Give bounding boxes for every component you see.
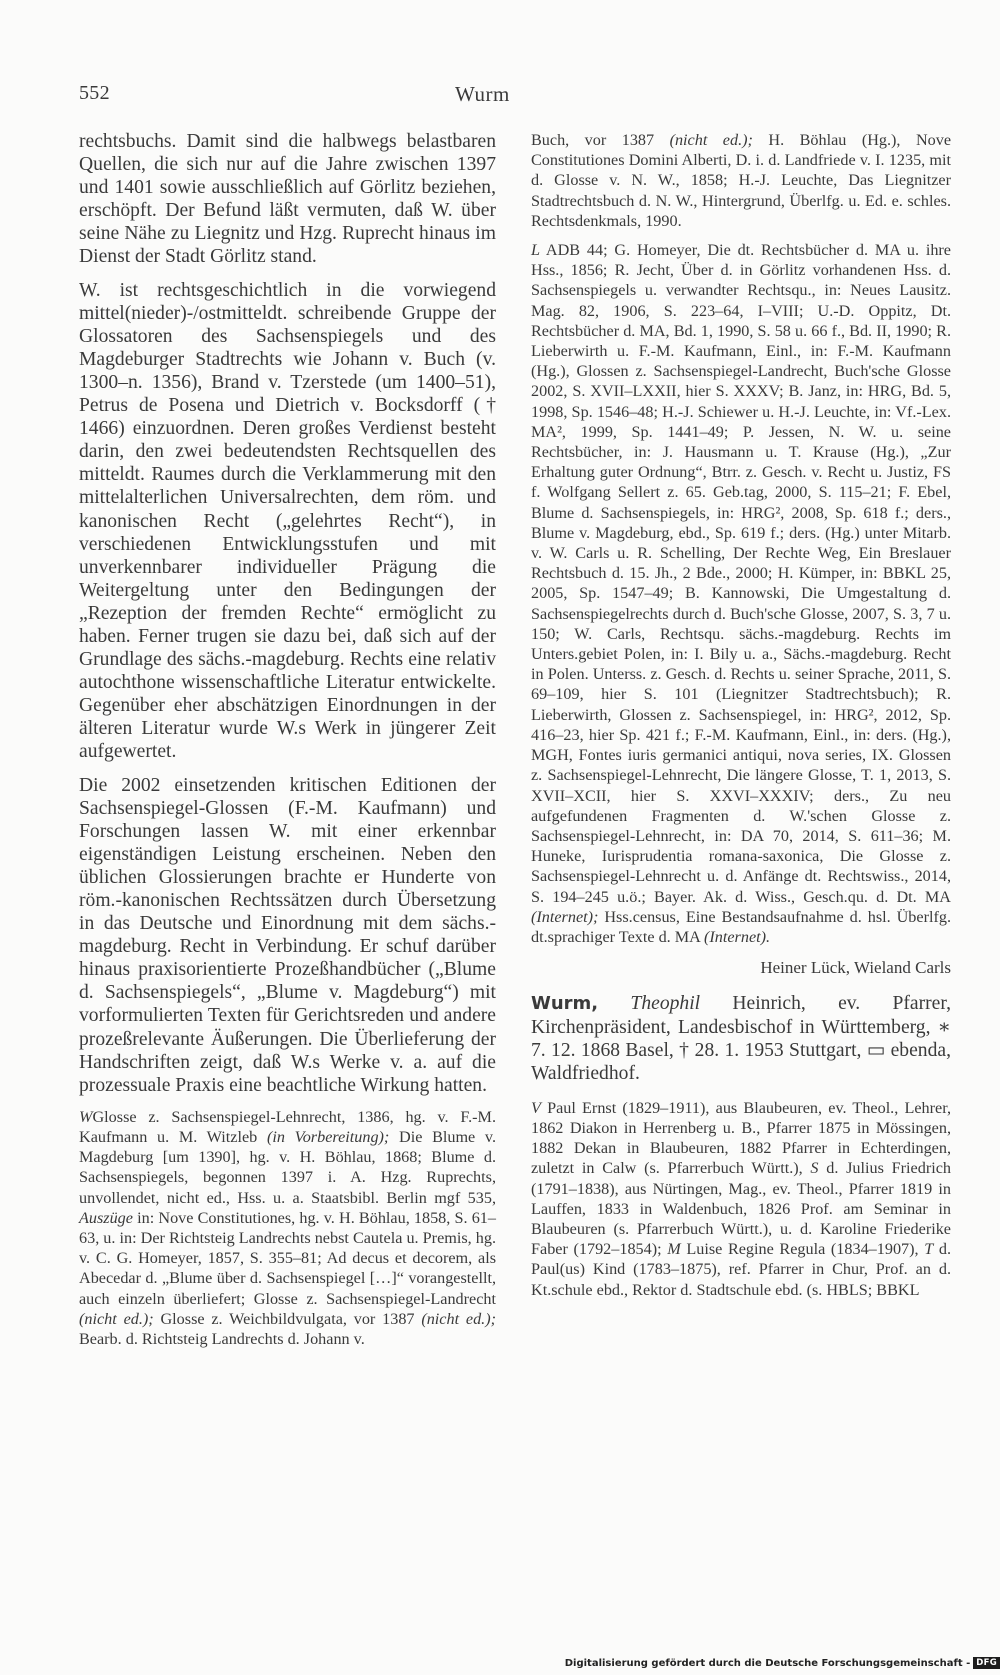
footer-credit-text: Digitalisierung gefördert durch die Deutsche Forschungsgemeinschaft - <box>564 1657 971 1669</box>
entry-given-name: Theophil <box>630 993 701 1015</box>
works-text: (nicht ed.); <box>79 1309 154 1328</box>
genealogy-text: d. Paul(us) Kind (1783–1875), ref. Pfarrer in Chur, Prof. an d. Kt.schule ebd., Rektor d. Stadtschule ebd. (s. HBLS; BBKL <box>531 1240 952 1299</box>
section-label: M <box>667 1240 681 1259</box>
section-label: S <box>810 1159 819 1178</box>
works-text: Bearb. d. Richtsteig Landrechts d. Johann v. <box>79 1330 365 1349</box>
dfg-logo: DFG <box>973 1657 1000 1669</box>
works-text: Die Blume v. Magdeburg [um 1390], hg. v. H. Böhlau, 1868; Blume d. Sachsenspiegels, begonnen 1397 i. A. Hzg. Ruprechts, unvollendet, nicht ed., Hss. u. a. Staatsbibl. Berlin mgf 535, <box>79 1128 497 1207</box>
running-head: Wurm <box>455 82 510 106</box>
literature-text: Hss.census, Eine Bestandsaufnahme d. hsl. Überlfg. dt.sprachiger Texte d. MA <box>531 907 951 946</box>
section-label: L <box>531 241 541 260</box>
genealogy-text: Luise Regine Regula (1834–1907), <box>680 1240 925 1259</box>
works-section <box>79 1107 496 1349</box>
works-continuation <box>531 130 951 231</box>
section-label: T <box>924 1240 934 1259</box>
section-label: V <box>531 1098 541 1117</box>
footer-credit <box>565 1657 1000 1669</box>
works-text: in: Nove Constitutiones, hg. v. H. Böhlau, 1858, S. 61–63, u. in: Der Richtsteig Landrechts nebst Cautela u. Premis, hg. v. C. G. Homeyer, 1857, S. 355–81; Ad decus et decorem, als Abecedar d. „Blume über d. Sachsenspiegel […]“ vorangestellt, auch einzeln überliefert; Glosse z. Sachsenspiegel-Landrecht <box>79 1208 496 1308</box>
genealogy-text: d. Julius Friedrich (1791–1838), aus Nürtingen, Mag., ev. Theol., Pfarrer 1819 in Lauffen, 1833 in Waldenbuch, 1826 Prof. am Seminar in Blaubeuren (s. Pfarrerbuch Württ.), u. d. Karoline Friederike Faber (1792–1854); <box>531 1159 951 1259</box>
works-text: Buch, vor 1387 <box>531 131 670 149</box>
genealogy-text: Paul Ernst (1829–1911), aus Blaubeuren, ev. Theol., Lehrer, 1862 Diakon in Herrenberg u. B., Pfarrer 1875 in Mössingen, 1882 Dekan in Blaubeuren, 1882 Pfarrer in Echterdingen, zuletzt in Calw (s. Pfarrerbuch Württ.), <box>531 1098 951 1178</box>
works-text: (in Vorbereitung); <box>266 1128 390 1147</box>
works-text: Glosse z. Sachsenspiegel-Lehnrecht, 1386, hg. v. F.-M. Kaufmann u. M. Witzleb <box>79 1107 496 1147</box>
literature-text: (Internet); <box>531 907 599 926</box>
literature-text: ADB 44; G. Homeyer, Die dt. Rechtsbücher d. MA u. ihre Hss., 1856; R. Jecht, Über d. in Görlitz vorhandenen Hss. d. Sachsenspiegels u. verwandter Rechtsqu., in: Neues Lausitz. Mag. 82, 1906, S. 223–64, I–VIII; U.-D. Oppitz, Dt. Rechtsbücher d. MA, Bd. 1, 1990, S. 58 u. 66 f., Bd. II, 1990; R. Lieberwirth u. F.-M. Kaufmann, Einl., in: F.-M. Kaufmann (Hg.), Glossen z. Sachsenspiegel-Landrecht, Buch'sche Glosse 2002, S. XVII–LXXII, hier S. XXXV; B. Janz, in: HRG, Bd. 5, 1998, Sp. 1546–48; H.-J. Schiewer u. H.-J. Leuchte, in: Vf.-Lex. MA², 1999, Sp. 1441–49; P. Jessen, N. W. u. seine Rechtsbücher, in: J. Hausmann u. T. Krause (Hg.), „Zur Erhaltung guter Ordnung“, Btrr. z. Gesch. v. Recht u. Justiz, FS f. Wolfgang Sellert z. 65. Geb.tag, 2000, S. 115–21; F. Ebel, Blume d. Sachsenspiegels, in: HRG², 2008, Sp. 618 f.; ders., Blume v. Magdeburg, ebd., Sp. 619 f.; ders. (Hg.) unter Mitarb. v. W. Carls u. R. Schelling, Der Rechte Weg, Ein Breslauer Rechtsbuch d. 15. Jh., 2 Bde., 2000; H. Kümper, in: BBKL 25, 2005, Sp. 1547–49; B. Kannowski, Die Umgestaltung d. Sachsenspiegelrechts durch d. Buch'sche Glosse, 2007, S. 3, 7 u. 150; W. Carls, Rechtsqu. sächs.-magdeburg. Rechts im Unters.gebiet Polen, in: I. Bily u. a., Sächs.-magdeburg. Recht in Polen. Unterss. z. Gesch. d. Rechts u. seiner Sprache, 2011, S. 69–109, hier S. 101 (Liegnitzer Stadtrechtsbuch); R. Lieberwirth, Glossen z. Sachsenspiegel, in: HRG², 2012, Sp. 416–23, hier Sp. 421 f.; F.-M. Kaufmann, Einl., in: ders. (Hg.), MGH, Fontes iuris germanici antiqui, nova series, IX. Glossen z. Sachsenspiegel-Lehnrecht, Die längere Glosse, T. 1, 2013, S. XVII–XCII, hier S. XXVI–XXXIV; ders., Zu neu aufgefundenen Fragmenten d. W.'schen Glosse z. Sachsenspiegel-Lehnrecht, in: DA 70, 2014, S. 611–36; M. Huneke, Iurisprudentia romana-saxonica, Die Glosse z. Sachsenspiegel-Lehnrecht u. d. Anfänge dt. Rechtswiss., 2014, S. 194–245 u.ö.; Bayer. Ak. d. Wiss., Gesch.qu. d. Dt. MA <box>531 241 951 906</box>
author-signature: Heiner Lück, Wieland Carls <box>760 958 951 978</box>
works-text: Auszüge <box>79 1208 133 1227</box>
works-text: (nicht ed.); <box>421 1309 497 1328</box>
literature-section <box>531 240 951 947</box>
genealogy-section <box>531 1098 951 1300</box>
body-paragraph: rechtsbuchs. Damit sind die halbwegs belastbaren Quellen, die sich nur auf die Jahre zwischen 1397 und 1401 sowie ausschließlich auf Görlitz beziehen, erschöpft. Der Befund läßt vermuten, daß W. über seine Nähe zu Liegnitz und Hzg. Ruprecht hinaus im Dienst der Stadt Görlitz stand. <box>79 131 496 268</box>
left-column <box>79 130 496 1358</box>
works-text: H. Böhlau (Hg.), Nove Constitutiones Domini Alberti, D. i. d. Landfriede v. I. 1235, mit d. Glosse v. N. W., 1858; H.-J. Leuchte, Das Liegnitzer Stadtrechtsbuch d. N. W., Hintergrund, Überlfg. u. Ed. e. schles. Rechtsdenkmals, 1990. <box>531 131 952 230</box>
works-text: Glosse z. Weichbildvulgata, vor 1387 <box>153 1309 422 1328</box>
section-label: W <box>79 1107 93 1126</box>
body-paragraph: Die 2002 einsetzenden kritischen Editionen der Sachsenspiegel-Glossen (F.-M. Kaufmann) und Forschungen lassen W. mit einer erkennbar eigenständigen Leistung erscheinen. Neben den üblichen Glossierungen brachte er Hunderte von röm.-kanonischen Rechtssätzen durch Übersetzung in das Deutsche und Einordnung mit dem sächs.-magdeburg. Recht in Verbindung. Er schuf darüber hinaus praxisorientierte Prozeßhandbücher („Blume d. Sachsenspiegels“, „Blume v. Magdeburg“) mit vorformulierten Texten für Gerichtsreden und andere prozeßrelevante Äußerungen. Die Überlieferung der Handschriften zeigt, daß W.s Werke v. a. auf die prozessuale Praxis eine beachtliche Wirkung hatten. <box>79 774 496 1096</box>
right-column <box>531 130 951 1309</box>
page-number: 552 <box>79 82 110 104</box>
entry-heading <box>531 992 951 1086</box>
works-text: (nicht ed.); <box>669 131 753 149</box>
entry-surname: Wurm, <box>531 993 599 1015</box>
literature-text: (Internet). <box>704 927 771 946</box>
body-paragraph: W. ist rechtsgeschichtlich in die vorwiegend mittel(nieder)-/ostmitteldt. schreibende Gruppe der Glossatoren des Sachsenspiegels und des Magdeburger Stadtrechts wie Johann v. Buch (v. 1300–n. 1356), Brand v. Tzerstede (um 1400–51), Petrus de Posena und Dietrich v. Bocksdorff († 1466) einzuordnen. Deren großes Verdienst besteht darin, den zwei bedeutendsten Rechtsquellen des mitteldt. Raumes durch die Verklammerung mit den mittelalterlichen Universalrechten, dem röm. und kanonischen Recht („gelehrtes Recht“), in verschiedenen Entwicklungsstufen und mit unverkennbarer individueller Prägung die Weitergeltung unter den Bedingungen der „Rezeption der fremden Rechte“ ermöglicht zu haben. Ferner trugen sie dazu bei, daß sich auf der Grundlage des sächs.-magdeburg. Rechts eine relativ autochthone wissenschaftliche Literatur entwickelte. Gegenüber eher abschätzigen Einordnungen in der älteren Literatur wurde W.s Werk in jüngerer Zeit aufgewertet. <box>79 279 496 763</box>
entry-details: Heinrich, ev. Pfarrer, Kirchenpräsident, Landesbischof in Württemberg, ∗ 7. 12. 1868 Basel, † 28. 1. 1953 Stuttgart, ▭ ebenda, Waldfriedhof. <box>531 993 951 1085</box>
